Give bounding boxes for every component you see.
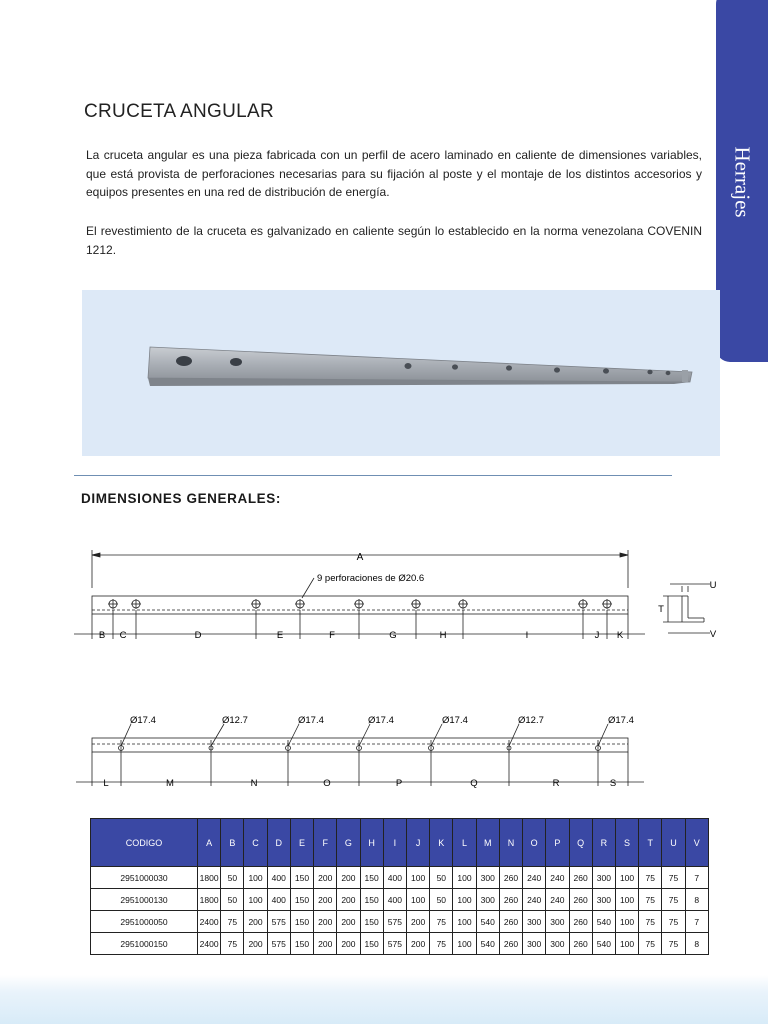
col-header: U	[662, 819, 685, 867]
table-cell: 300	[523, 911, 546, 933]
dim-label-q: Q	[470, 778, 478, 789]
col-header: C	[244, 819, 267, 867]
dim-label-j: J	[594, 630, 600, 641]
col-header: J	[406, 819, 429, 867]
table-row	[91, 889, 709, 911]
table-cell: 50	[430, 889, 453, 911]
table-cell: 260	[499, 933, 522, 955]
dim-label-u: U	[709, 580, 717, 591]
col-header: A	[198, 819, 221, 867]
dim-label-n: N	[250, 778, 258, 789]
dim-label-t: T	[658, 604, 664, 615]
table-cell: 100	[615, 889, 638, 911]
col-header: N	[499, 819, 522, 867]
table-header-row	[91, 819, 709, 867]
table-cell: 260	[569, 933, 592, 955]
hole-label-1: Ø17.4	[130, 715, 156, 726]
table-cell-codigo: 2951000050	[91, 911, 198, 933]
table-cell: 75	[221, 933, 244, 955]
hole-label-5: Ø17.4	[442, 715, 468, 726]
table-cell: 260	[499, 911, 522, 933]
col-header: G	[337, 819, 360, 867]
table-cell: 400	[267, 867, 290, 889]
table-cell: 260	[569, 889, 592, 911]
section-tab-label: Herrajes	[730, 146, 755, 218]
hole-label-4: Ø17.4	[368, 715, 394, 726]
dim-label-e: E	[276, 630, 284, 641]
dim-label-f: F	[329, 630, 335, 641]
section-title: DIMENSIONES GENERALES:	[81, 491, 281, 506]
col-header: E	[290, 819, 313, 867]
table-cell: 540	[592, 911, 615, 933]
table-cell: 100	[453, 933, 476, 955]
hole-label-6: Ø12.7	[518, 715, 544, 726]
dim-label-s: S	[609, 778, 617, 789]
top-dimension-drawing	[70, 540, 730, 650]
hole-label-3: Ø17.4	[298, 715, 324, 726]
table-cell: 75	[662, 889, 685, 911]
table-cell: 100	[453, 911, 476, 933]
table-cell: 200	[337, 867, 360, 889]
table-cell: 300	[546, 911, 569, 933]
table-cell: 1800	[198, 889, 221, 911]
dim-label-b: B	[98, 630, 106, 641]
table-cell: 75	[639, 911, 662, 933]
col-header: B	[221, 819, 244, 867]
section-divider	[74, 475, 672, 476]
description-paragraph-2: El revestimiento de la cruceta es galvanizado en caliente según lo establecido en la norma venezolana COVENIN 1212.	[86, 224, 702, 257]
table-cell: 150	[290, 911, 313, 933]
table-cell: 100	[615, 867, 638, 889]
table-cell: 200	[406, 933, 429, 955]
table-row	[91, 911, 709, 933]
bottom-dimension-drawing	[70, 710, 650, 800]
table-cell: 575	[267, 911, 290, 933]
table-cell: 75	[662, 867, 685, 889]
table-cell: 100	[453, 889, 476, 911]
col-header: T	[639, 819, 662, 867]
table-cell: 75	[639, 889, 662, 911]
holes-note: 9 perforaciones de Ø20.6	[317, 573, 425, 584]
table-cell: 300	[592, 867, 615, 889]
col-header: L	[453, 819, 476, 867]
table-cell: 8	[685, 889, 708, 911]
table-cell-codigo: 2951000130	[91, 889, 198, 911]
table-cell: 100	[406, 867, 429, 889]
col-header: H	[360, 819, 383, 867]
table-cell: 300	[592, 889, 615, 911]
col-header: M	[476, 819, 499, 867]
table-cell: 200	[314, 867, 337, 889]
table-cell: 150	[360, 933, 383, 955]
table-cell: 575	[383, 911, 406, 933]
table-cell: 75	[662, 933, 685, 955]
table-cell: 200	[337, 933, 360, 955]
col-header: I	[383, 819, 406, 867]
col-header: S	[615, 819, 638, 867]
table-cell: 2400	[198, 911, 221, 933]
table-cell: 400	[383, 889, 406, 911]
footer-band	[0, 975, 768, 1024]
table-cell: 100	[244, 867, 267, 889]
table-cell: 240	[523, 867, 546, 889]
table-row	[91, 867, 709, 889]
table-cell: 575	[267, 933, 290, 955]
table-cell: 75	[221, 911, 244, 933]
hole-label-7: Ø17.4	[608, 715, 634, 726]
table-cell: 300	[546, 933, 569, 955]
table-cell: 100	[615, 933, 638, 955]
table-cell: 150	[360, 911, 383, 933]
col-header-codigo: CODIGO	[91, 819, 198, 867]
table-cell: 300	[476, 889, 499, 911]
table-cell: 260	[569, 911, 592, 933]
table-cell: 200	[337, 889, 360, 911]
table-cell: 150	[360, 867, 383, 889]
dim-label-p: P	[395, 778, 403, 789]
table-cell: 50	[221, 889, 244, 911]
table-cell: 540	[476, 911, 499, 933]
col-header: D	[267, 819, 290, 867]
col-header: K	[430, 819, 453, 867]
product-photo	[82, 290, 720, 456]
hole-label-2: Ø12.7	[222, 715, 248, 726]
table-cell: 200	[314, 933, 337, 955]
table-cell: 75	[662, 911, 685, 933]
col-header: V	[685, 819, 708, 867]
table-cell-codigo: 2951000030	[91, 867, 198, 889]
table-cell: 400	[267, 889, 290, 911]
table-cell: 50	[430, 867, 453, 889]
table-cell: 75	[639, 867, 662, 889]
table-cell: 200	[314, 911, 337, 933]
col-header: R	[592, 819, 615, 867]
col-header: Q	[569, 819, 592, 867]
table-cell: 200	[244, 933, 267, 955]
table-cell: 200	[337, 911, 360, 933]
table-cell: 100	[244, 889, 267, 911]
dim-label-o: O	[323, 778, 331, 789]
table-cell: 150	[290, 933, 313, 955]
table-cell: 200	[406, 911, 429, 933]
dim-label-h: H	[439, 630, 447, 641]
table-cell: 540	[592, 933, 615, 955]
table-cell: 2400	[198, 933, 221, 955]
col-header: P	[546, 819, 569, 867]
table-row	[91, 933, 709, 955]
dim-label-r: R	[552, 778, 560, 789]
table-cell: 75	[430, 933, 453, 955]
dim-label-m: M	[166, 778, 174, 789]
table-cell: 150	[290, 867, 313, 889]
dimensions-table	[90, 818, 709, 955]
table-cell: 260	[499, 867, 522, 889]
table-cell: 300	[523, 933, 546, 955]
table-cell: 200	[244, 911, 267, 933]
table-cell: 75	[430, 911, 453, 933]
table-cell: 75	[639, 933, 662, 955]
dim-label-k: K	[616, 630, 624, 641]
dim-label-g: G	[389, 630, 397, 641]
table-cell: 1800	[198, 867, 221, 889]
dim-label-l: L	[103, 778, 109, 789]
col-header: F	[314, 819, 337, 867]
table-cell: 300	[476, 867, 499, 889]
table-cell: 400	[383, 867, 406, 889]
table-cell: 200	[314, 889, 337, 911]
col-header: O	[523, 819, 546, 867]
table-cell: 540	[476, 933, 499, 955]
table-cell: 150	[290, 889, 313, 911]
dim-label-i: I	[525, 630, 529, 641]
dim-label-a: A	[356, 552, 364, 563]
dim-label-v: V	[709, 629, 717, 640]
table-cell: 100	[453, 867, 476, 889]
table-cell-codigo: 2951000150	[91, 933, 198, 955]
page-title: CRUCETA ANGULAR	[84, 101, 274, 122]
table-cell: 100	[406, 889, 429, 911]
table-cell: 240	[523, 889, 546, 911]
table-cell: 7	[685, 867, 708, 889]
table-cell: 100	[615, 911, 638, 933]
table-cell: 7	[685, 911, 708, 933]
dim-label-c: C	[119, 630, 127, 641]
table-cell: 260	[499, 889, 522, 911]
dim-label-d: D	[194, 630, 202, 641]
table-cell: 240	[546, 867, 569, 889]
table-cell: 240	[546, 889, 569, 911]
table-cell: 8	[685, 933, 708, 955]
cruceta-image	[82, 290, 720, 456]
table-cell: 260	[569, 867, 592, 889]
table-cell: 150	[360, 889, 383, 911]
description-paragraph-1: La cruceta angular es una pieza fabricada con un perfil de acero laminado en caliente de dimensiones variables, que está provista de perforaciones necesarias para su fijación al poste y el montaje de los distintos accesorios y equipos presentes en una red de distribución de energía.	[86, 148, 702, 199]
table-cell: 575	[383, 933, 406, 955]
table-cell: 50	[221, 867, 244, 889]
